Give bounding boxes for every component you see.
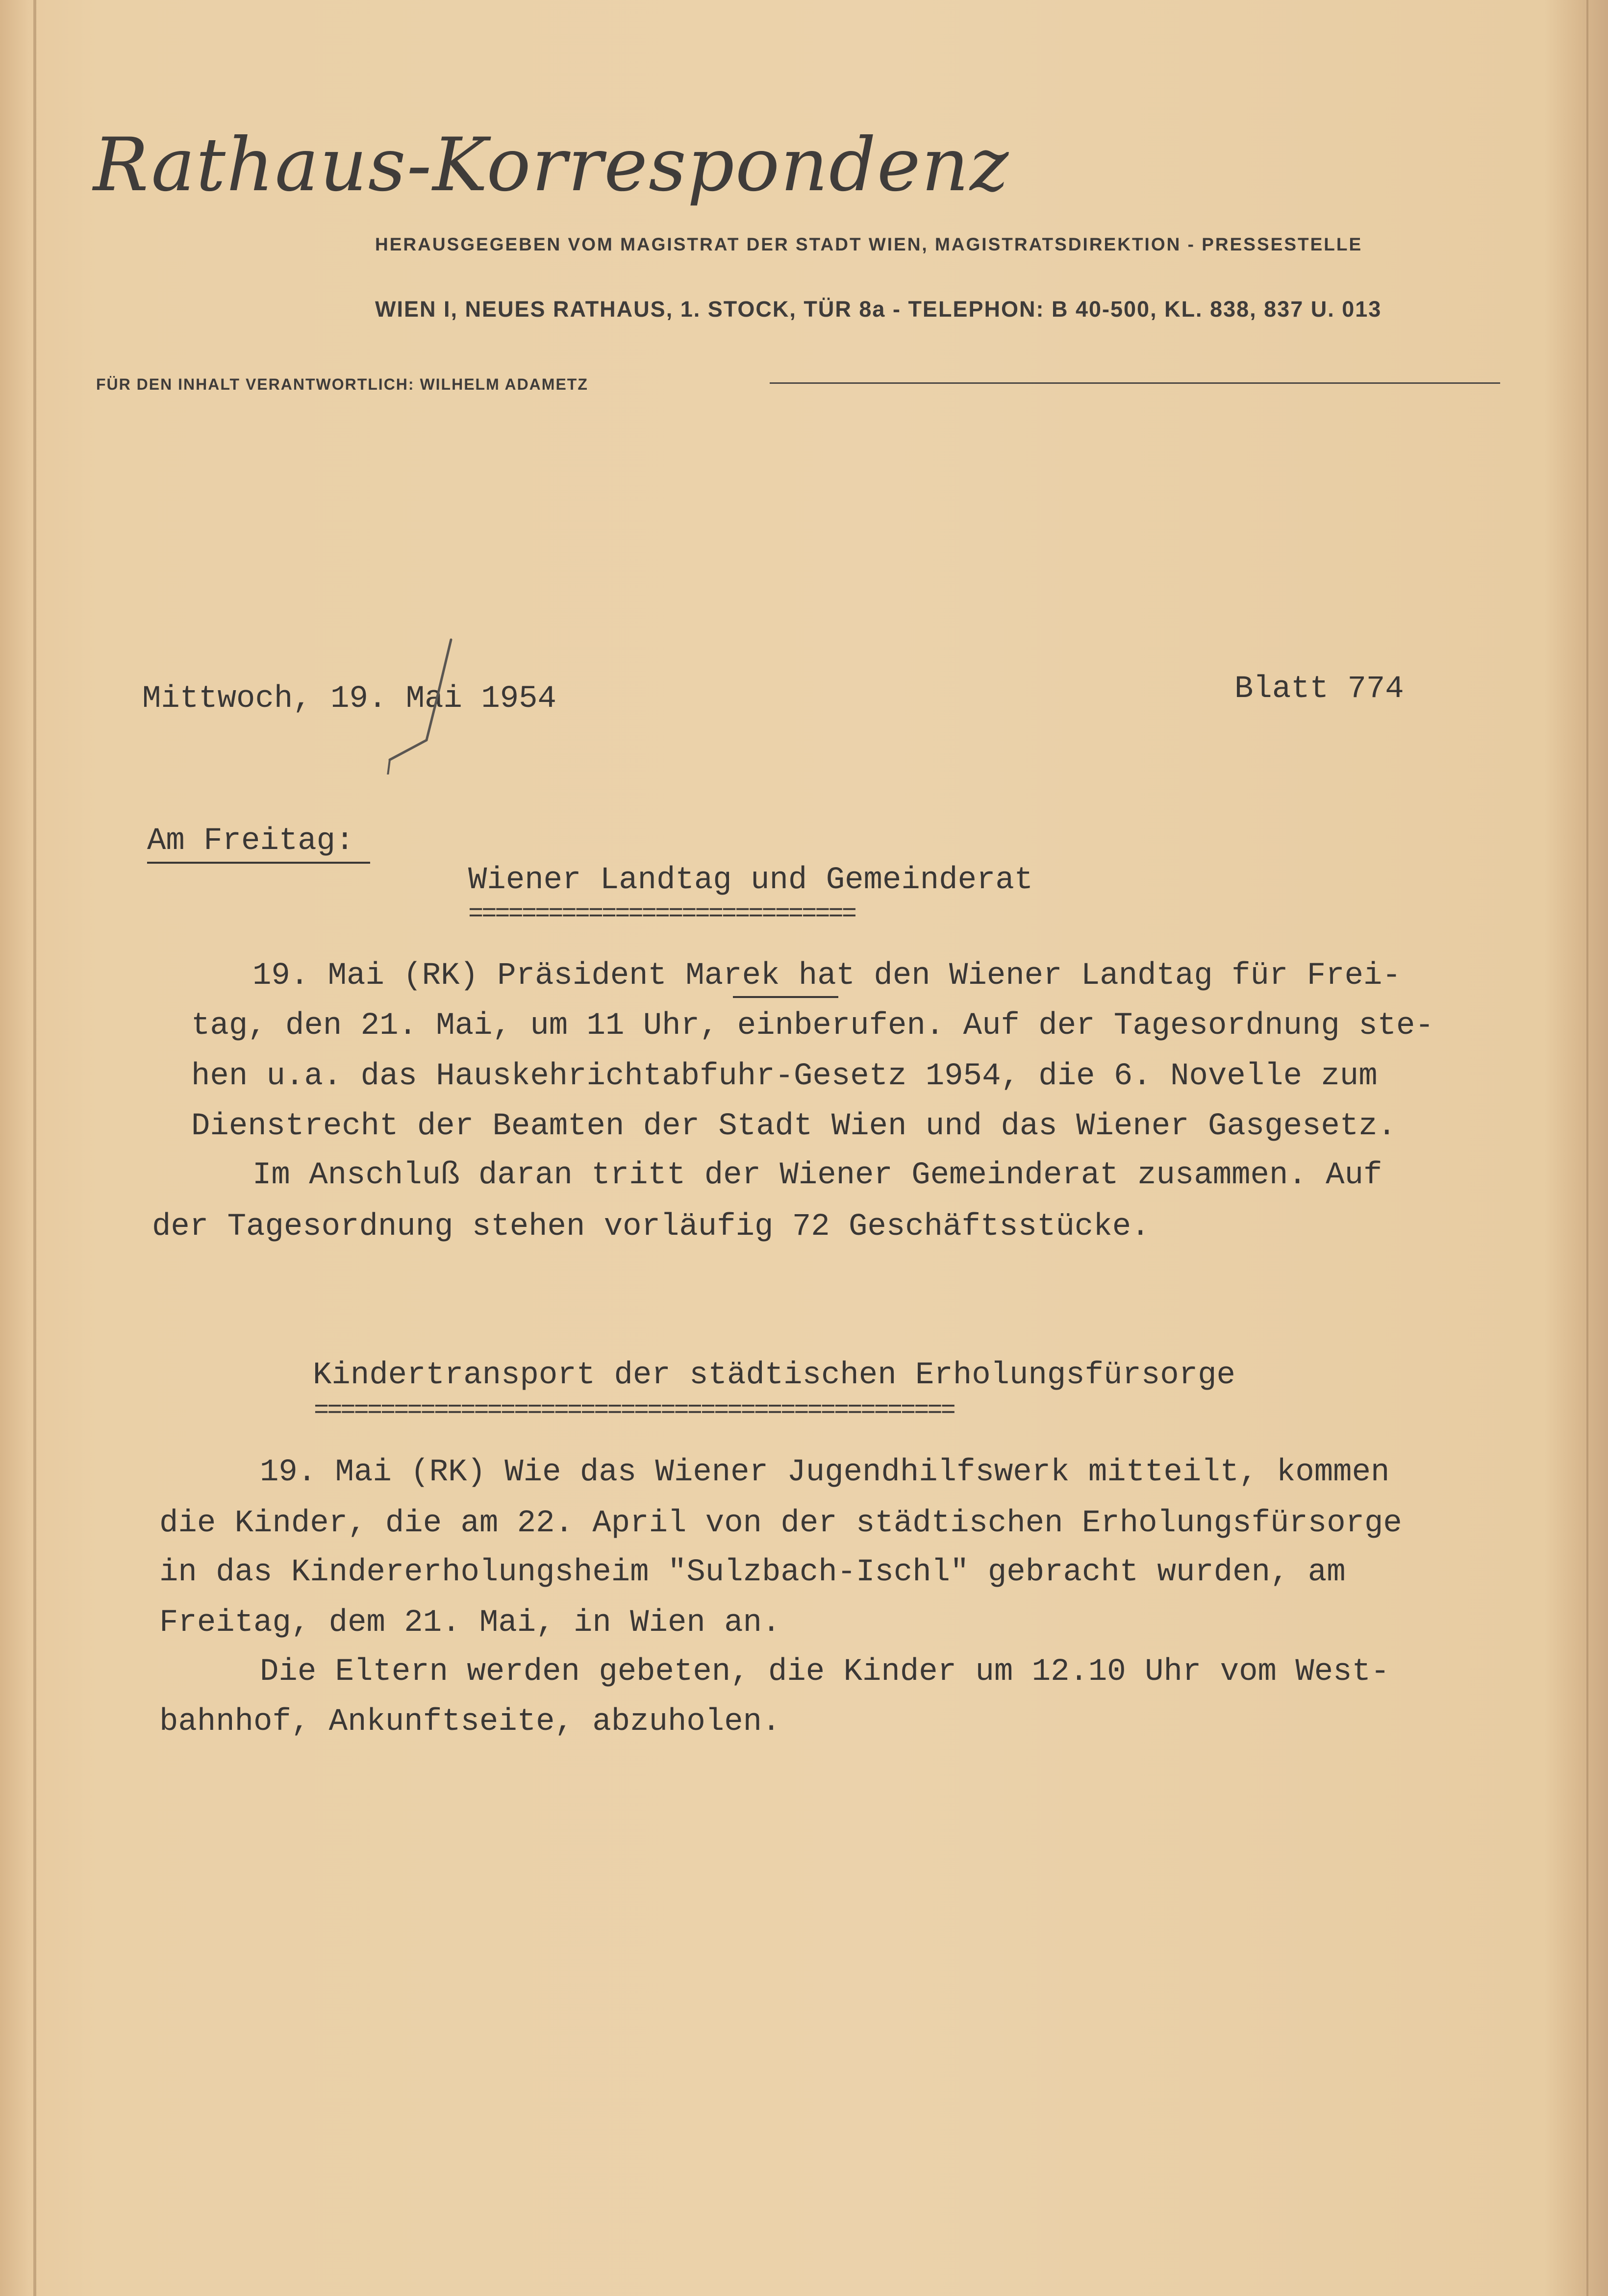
article-2-line-1: 19. Mai (RK) Wie das Wiener Jugendhilfswerk mitteilt, kommen: [260, 1455, 1390, 1490]
publisher-line: HERAUSGEGEBEN VOM MAGISTRAT DER STADT WIEN, MAGISTRATSDIREKTION - PRESSESTELLE: [375, 234, 1363, 254]
name-underline-marek: [733, 996, 838, 998]
article-2-line-5: Die Eltern werden gebeten, die Kinder um 12.10 Uhr vom West-: [260, 1654, 1390, 1690]
article-1-line-3: hen u.a. das Hauskehrichtabfuhr-Gesetz 1954, die 6. Novelle zum: [191, 1059, 1378, 1094]
section-label-underline: [147, 862, 370, 864]
article-2-line-3: in das Kindererholungsheim "Sulzbach-Ischl" gebracht wurden, am: [159, 1555, 1346, 1590]
article-1-headline: Wiener Landtag und Gemeinderat: [468, 863, 1033, 898]
page-left-edge: [33, 0, 36, 2296]
article-2-line-2: die Kinder, die am 22. April von der städtischen Erholungsfürsorge: [159, 1506, 1402, 1541]
article-1-line-6: der Tagesordnung stehen vorläufig 72 Geschäftsstücke.: [152, 1209, 1150, 1245]
sheet-number: Blatt 774: [1234, 672, 1404, 707]
article-2-line-6: bahnhof, Ankunftseite, abzuholen.: [159, 1704, 781, 1740]
article-1-line-1: 19. Mai (RK) Präsident Marek hat den Wiener Landtag für Frei-: [252, 958, 1401, 994]
section-label: Am Freitag:: [147, 824, 354, 859]
article-2-line-4: Freitag, dem 21. Mai, in Wien an.: [159, 1605, 781, 1641]
address-line: WIEN I, NEUES RATHAUS, 1. STOCK, TÜR 8a - TELEPHON: B 40-500, KL. 838, 837 U. 013: [375, 297, 1382, 322]
responsible-rule: [770, 382, 1500, 384]
article-2-rule: ================================================: [314, 1396, 954, 1425]
date-line: Mittwoch, 19. Mai 1954: [142, 681, 556, 717]
article-1-rule: =============================: [468, 899, 855, 928]
article-2-headline: Kindertransport der städtischen Erholungsfürsorge: [313, 1358, 1235, 1393]
article-1-line-5: Im Anschluß daran tritt der Wiener Gemeinderat zusammen. Auf: [252, 1158, 1382, 1193]
masthead-title: Rathaus-Korrespondenz: [93, 123, 1010, 208]
responsible-line: FÜR DEN INHALT VERANTWORTLICH: WILHELM ADAMETZ: [96, 375, 588, 393]
article-1-line-2: tag, den 21. Mai, um 11 Uhr, einberufen. Auf der Tagesordnung ste-: [191, 1008, 1434, 1044]
page-right-edge: [1586, 0, 1588, 2296]
article-1-line-4: Dienstrecht der Beamten der Stadt Wien und das Wiener Gasgesetz.: [191, 1109, 1396, 1144]
handwritten-check-mark: [377, 637, 456, 774]
